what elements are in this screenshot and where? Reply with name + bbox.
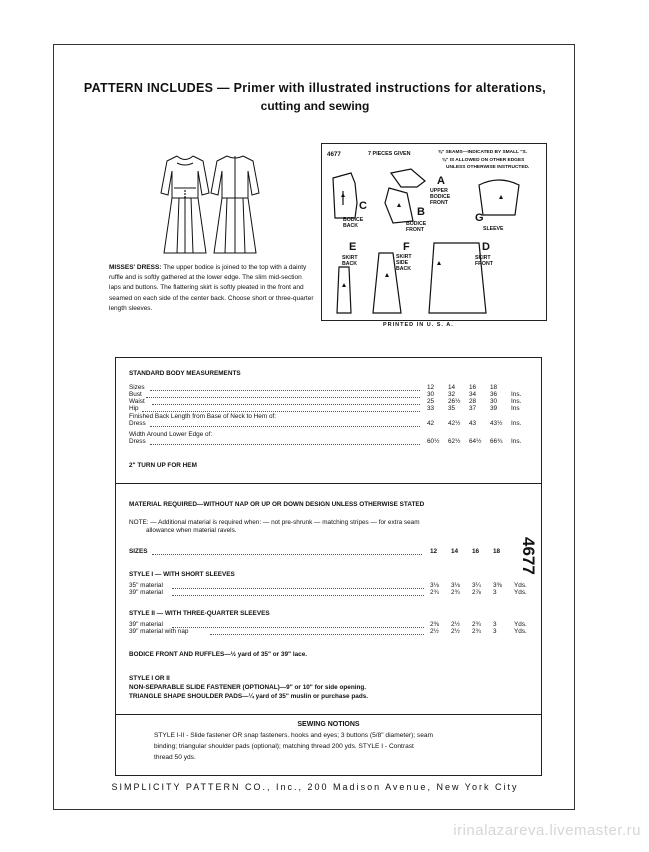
val: 2½ — [451, 621, 460, 628]
val: 39 — [490, 405, 498, 412]
style-1-2: STYLE I OR II — [129, 675, 170, 682]
val: 42½ — [448, 420, 461, 427]
unit: Yds. — [514, 582, 527, 589]
piece-d-letter: D — [482, 241, 490, 253]
notions-title: SEWING NOTIONS — [297, 721, 360, 728]
val: 2½ — [451, 628, 460, 635]
unit: Yds. — [514, 589, 527, 596]
unit: Ins. — [511, 438, 522, 445]
val: 18 — [493, 548, 501, 555]
val: 12 — [427, 384, 435, 391]
style1-row1-values — [430, 582, 527, 589]
val: 3 — [493, 621, 497, 628]
lower-edge-values — [427, 438, 521, 445]
header-line-2: cutting and sewing — [260, 99, 370, 113]
val: 43 — [469, 420, 477, 427]
val: 16 — [469, 384, 477, 391]
notions-line-2: binding; triangular shoulder pads (optional); matching thread 200 yds. STYLE I - Contrast — [154, 743, 414, 750]
material-note-2: allowance when material ravels. — [146, 527, 237, 534]
style2-row2-values — [430, 628, 527, 635]
val: 30 — [490, 398, 498, 405]
row-waist-label: Waist — [129, 398, 145, 405]
val: 26½ — [448, 398, 461, 405]
val: 30 — [427, 391, 435, 398]
style2-row1-label: 39" material — [129, 621, 163, 628]
leader-style1-row1 — [172, 582, 424, 589]
leader-style2-row2 — [210, 628, 424, 635]
row-bust-values — [427, 391, 521, 398]
material-sizes — [430, 548, 514, 555]
val: 3⅛ — [430, 582, 439, 589]
val: 32 — [448, 391, 456, 398]
shoulder-pads-note: TRIANGLE SHAPE SHOULDER PADS—¼ yard of 35" muslin or purchase pads. — [129, 693, 369, 700]
val: 33 — [427, 405, 435, 412]
piece-e-name: SKIRT BACK — [342, 255, 358, 267]
row-sizes-values — [427, 384, 511, 391]
val: 60½ — [427, 438, 440, 445]
pieces-pattern-number: 4677 — [327, 151, 341, 158]
val: 37 — [469, 405, 477, 412]
pieces-given: 7 PIECES GIVEN — [368, 151, 411, 157]
divider-2 — [115, 714, 542, 715]
description-body: The upper bodice is joined to the top with a dainty ruffle and is softly gathered at the lower edge. The slim mid-section laps and buttons. The flattering skirt is softly pleated in the front and seamed on each side of the center back. Choose short or three-quarter length sleeves. — [109, 264, 314, 312]
footer-publisher: SIMPLICITY PATTERN CO., Inc., 200 Madison Avenue, New York City — [111, 782, 519, 792]
sizes-label: SIZES — [129, 548, 148, 555]
leader-hip — [142, 405, 420, 412]
piece-d-name: SKIRT FRONT — [475, 255, 493, 267]
row-hip-values — [427, 405, 520, 412]
style1-title: STYLE I — WITH SHORT SLEEVES — [129, 571, 235, 578]
hem-note: 2" TURN UP FOR HEM — [129, 462, 197, 469]
row-bust-label: Bust — [129, 391, 142, 398]
val: 2¾ — [472, 628, 481, 635]
lower-edge-label-1: Width Around Lower Edge of: — [129, 431, 213, 438]
piece-f-letter: F — [403, 241, 410, 253]
piece-a-name: UPPER BODICE FRONT — [430, 188, 451, 206]
val: 18 — [490, 384, 498, 391]
val: 2¾ — [451, 589, 460, 596]
style2-row2-label: 39" material with nap — [129, 628, 189, 635]
val: 3 — [493, 628, 497, 635]
style1-row2-label: 39" material — [129, 589, 163, 596]
leader-lower-edge — [150, 438, 420, 445]
printed-in-usa: PRINTED IN U. S. A. — [383, 322, 454, 328]
bodice-ruffles-note: BODICE FRONT AND RUFFLES—½ yard of 35" or 39" lace. — [129, 651, 308, 658]
notions-line-1: STYLE I-II - Slide fastener OR snap fasteners. hooks and eyes; 3 buttons (5/8" diameter); seam — [154, 732, 434, 739]
val: 3 — [493, 589, 497, 596]
dress-description — [109, 263, 314, 314]
style2-row1-values — [430, 621, 527, 628]
seams-note-3: UNLESS OTHERWISE INSTRUCTED. — [446, 165, 530, 170]
leader-sizes — [150, 384, 420, 391]
val: 64½ — [469, 438, 482, 445]
val: 43½ — [490, 420, 503, 427]
back-length-label-1: Finished Back Length from Base of Neck to Hem of: — [129, 413, 277, 420]
measurements-title: STANDARD BODY MEASUREMENTS — [129, 370, 241, 377]
material-title: MATERIAL REQUIRED—WITHOUT NAP OR UP OR DOWN DESIGN UNLESS OTHERWISE STATED — [129, 501, 425, 508]
val: 62½ — [448, 438, 461, 445]
leader-style2-row1 — [172, 621, 424, 628]
val: 3⅛ — [451, 582, 460, 589]
val: 12 — [430, 548, 438, 555]
piece-c-letter: C — [359, 200, 367, 212]
row-waist-values — [427, 398, 521, 405]
val: 2⅜ — [430, 621, 439, 628]
leader-waist — [152, 398, 420, 405]
val: 28 — [469, 398, 477, 405]
val: 14 — [448, 384, 456, 391]
val: 66¾ — [490, 438, 503, 445]
style1-row2-values — [430, 589, 527, 596]
unit: Ins. — [511, 398, 522, 405]
piece-g-letter: G — [475, 212, 484, 224]
val: 2¾ — [430, 589, 439, 596]
description-title: MISSES' DRESS: — [109, 264, 162, 271]
val: 3¼ — [472, 582, 481, 589]
fastener-note: NON-SEPARABLE SLIDE FASTENER (OPTIONAL)—9" or 10" for side opening. — [129, 684, 367, 691]
header-line-1: PATTERN INCLUDES — Primer with illustrated instructions for alterations, — [83, 81, 547, 95]
piece-g-name: SLEEVE — [483, 226, 504, 232]
val: 36 — [490, 391, 498, 398]
unit: Ins. — [511, 391, 522, 398]
piece-f-name: SKIRT SIDE BACK — [396, 254, 412, 272]
val: 2½ — [430, 628, 439, 635]
dress-illustration — [155, 153, 265, 258]
row-sizes-label: Sizes — [129, 384, 145, 391]
row-hip-label: Hip — [129, 405, 139, 412]
val: 34 — [469, 391, 477, 398]
leader-style1-row2 — [172, 589, 424, 596]
side-pattern-number: 4677 — [519, 537, 538, 575]
val: 2¾ — [472, 621, 481, 628]
unit: Ins. — [511, 420, 522, 427]
seams-note-2: ⅜" IS ALLOWED ON OTHER EDGES — [442, 158, 525, 163]
val: 14 — [451, 548, 459, 555]
lower-edge-label-2: Dress — [129, 438, 146, 445]
unit: Yds. — [514, 628, 527, 635]
notions-line-3: thread 50 yds. — [154, 754, 196, 761]
watermark: irinalazareva.livemaster.ru — [453, 822, 641, 839]
style1-row1-label: 35" material — [129, 582, 163, 589]
val: 3⅜ — [493, 582, 502, 589]
val: 16 — [472, 548, 480, 555]
unit: Ins — [511, 405, 520, 412]
divider-1 — [115, 483, 542, 484]
material-note-1: NOTE: — Additional material is required when: — not pre-shrunk — matching stripes — for extra seam — [129, 519, 420, 526]
leader-bust — [146, 391, 420, 398]
val: 2⅞ — [472, 589, 481, 596]
piece-b-name: BODICE FRONT — [406, 221, 427, 233]
val: 42 — [427, 420, 435, 427]
piece-b-letter: B — [417, 206, 425, 218]
unit: Yds. — [514, 621, 527, 628]
piece-e-letter: E — [349, 241, 357, 253]
leader-material-sizes — [152, 548, 422, 555]
val: 25 — [427, 398, 435, 405]
back-length-values — [427, 420, 521, 427]
val: 35 — [448, 405, 456, 412]
piece-c-name: BODICE BACK — [343, 217, 364, 229]
style2-title: STYLE II — WITH THREE-QUARTER SLEEVES — [129, 610, 270, 617]
piece-a-letter: A — [437, 175, 445, 187]
leader-back-length — [150, 420, 420, 427]
seams-note-1: ⅝" SEAMS—INDICATED BY SMALL "S. — [438, 150, 528, 155]
back-length-label-2: Dress — [129, 420, 146, 427]
